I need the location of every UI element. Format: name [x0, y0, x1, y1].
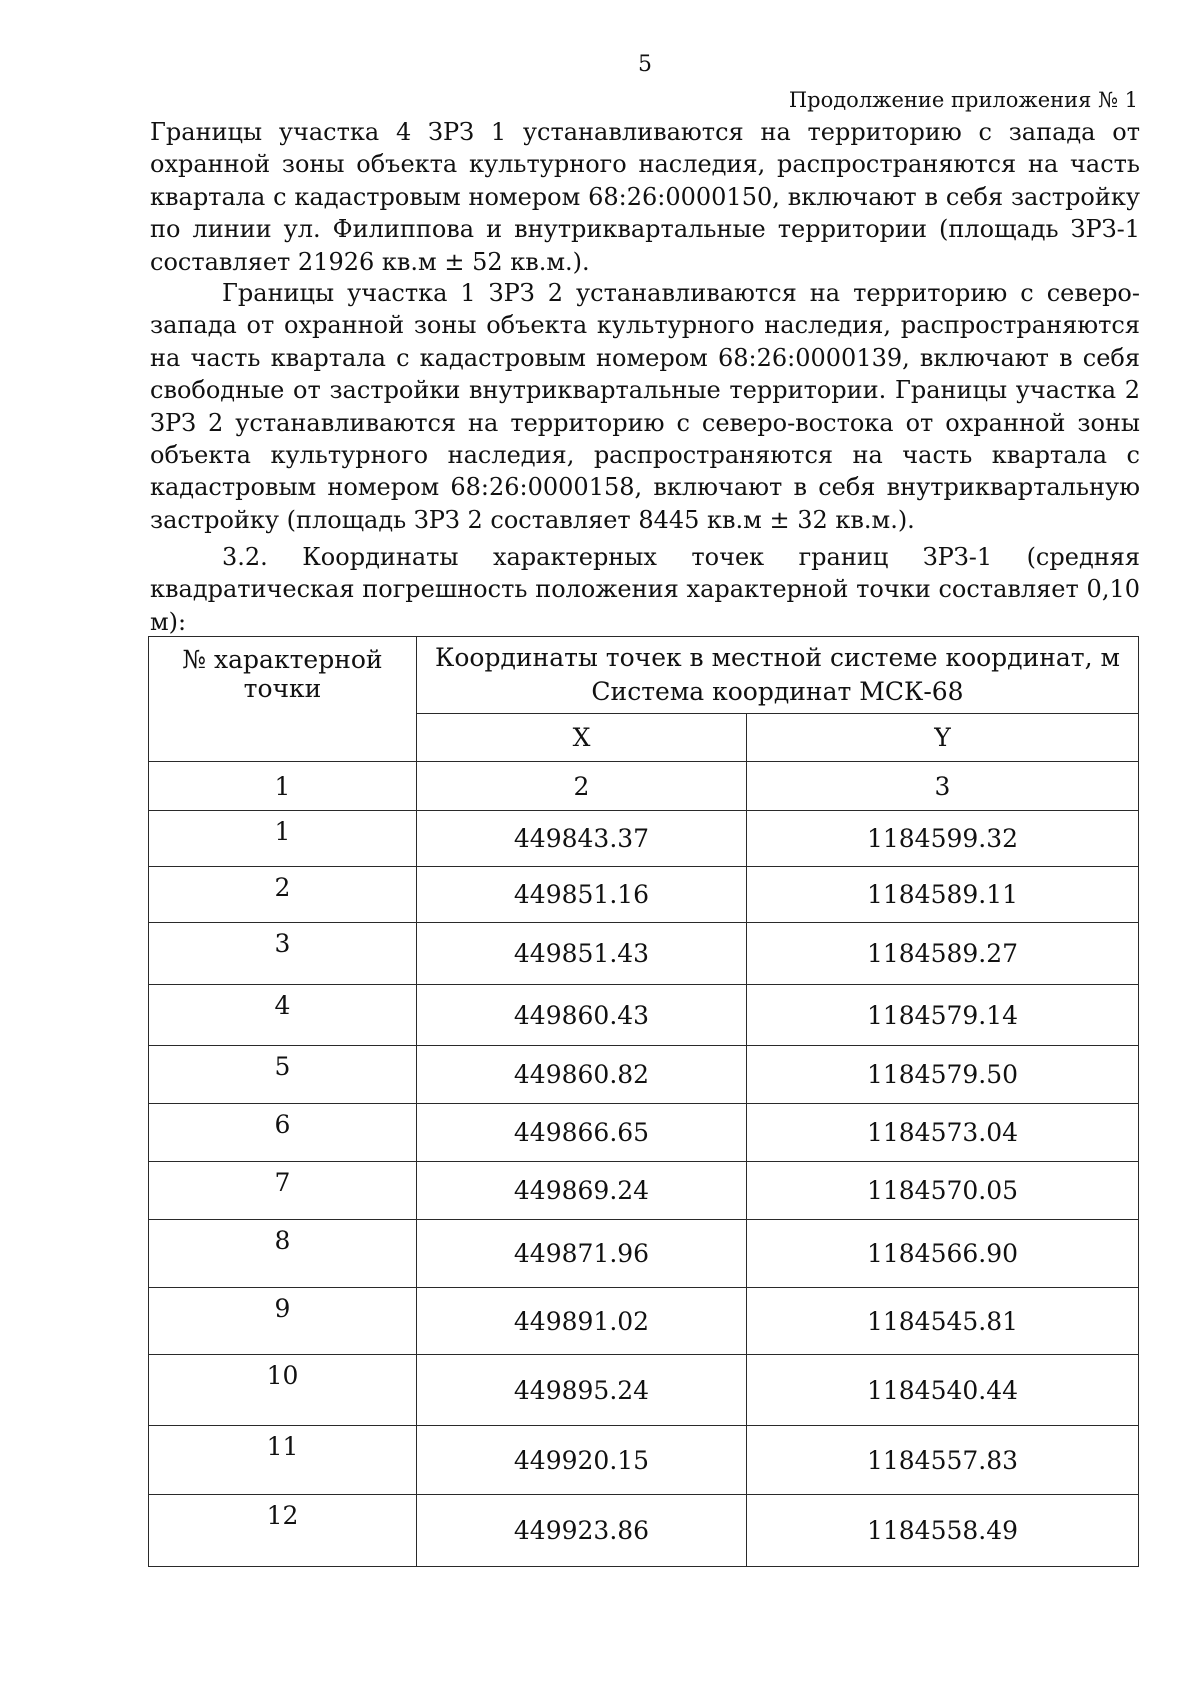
y-coordinate-cell: 1184540.44: [747, 1355, 1139, 1426]
table-header: [149, 637, 1139, 811]
header-x: X: [417, 714, 747, 762]
paragraph-zone-2-plots: [150, 277, 1140, 536]
paragraph-coordinates-intro: [150, 541, 1140, 638]
x-coordinate-cell: 449895.24: [417, 1355, 747, 1426]
point-number-cell: 12: [149, 1495, 417, 1567]
table-body: [149, 811, 1139, 1567]
x-coordinate-cell: 449891.02: [417, 1288, 747, 1355]
column-number-3: 3: [747, 762, 1139, 811]
table-row: [149, 1220, 1139, 1288]
paragraph-zone-1-plot-4: [150, 116, 1140, 278]
appendix-continuation-note: Продолжение приложения № 1: [788, 88, 1138, 112]
header-point-number: № характерной точки: [149, 637, 417, 762]
point-number-cell: 4: [149, 985, 417, 1046]
y-coordinate-cell: 1184573.04: [747, 1104, 1139, 1162]
x-coordinate-cell: 449866.65: [417, 1104, 747, 1162]
x-coordinate-cell: 449851.43: [417, 923, 747, 985]
y-coordinate-cell: 1184589.27: [747, 923, 1139, 985]
table-row: [149, 923, 1139, 985]
y-coordinate-cell: 1184579.50: [747, 1046, 1139, 1104]
paragraph-text: Границы участка 4 ЗРЗ 1 устанавливаются на территорию с запада от охранной зоны объекта культурного наследия, распространяются на часть квартала с кадастровым номером 68:26:0000150, включают в себя застройку по линии ул. Филиппова и внутриквартальные территории (площадь ЗРЗ-1 составляет 21926 кв.м ± 52 кв.м.).: [150, 118, 1140, 276]
point-number-cell: 8: [149, 1220, 417, 1288]
point-number-cell: 9: [149, 1288, 417, 1355]
y-coordinate-cell: 1184579.14: [747, 985, 1139, 1046]
header-coordinates-line1: Координаты точек в местной системе координат, м: [435, 643, 1120, 672]
table-row: [149, 1426, 1139, 1495]
header-y: Y: [747, 714, 1139, 762]
x-coordinate-cell: 449860.82: [417, 1046, 747, 1104]
page-number: 5: [638, 52, 652, 77]
x-coordinate-cell: 449869.24: [417, 1162, 747, 1220]
point-number-cell: 2: [149, 867, 417, 923]
y-coordinate-cell: 1184570.05: [747, 1162, 1139, 1220]
y-coordinate-cell: 1184558.49: [747, 1495, 1139, 1567]
table-row: [149, 1162, 1139, 1220]
point-number-cell: 5: [149, 1046, 417, 1104]
y-coordinate-cell: 1184599.32: [747, 811, 1139, 867]
column-number-1: 1: [149, 762, 417, 811]
x-coordinate-cell: 449923.86: [417, 1495, 747, 1567]
header-coordinates: [417, 637, 1139, 714]
x-coordinate-cell: 449851.16: [417, 867, 747, 923]
y-coordinate-cell: 1184589.11: [747, 867, 1139, 923]
column-number-2: 2: [417, 762, 747, 811]
table-row: [149, 1355, 1139, 1426]
x-coordinate-cell: 449871.96: [417, 1220, 747, 1288]
table-row: [149, 1288, 1139, 1355]
point-number-cell: 1: [149, 811, 417, 867]
point-number-cell: 3: [149, 923, 417, 985]
header-coordinates-line2: Система координат МСК-68: [591, 677, 964, 706]
y-coordinate-cell: 1184545.81: [747, 1288, 1139, 1355]
point-number-cell: 11: [149, 1426, 417, 1495]
coordinates-table: [148, 636, 1139, 1567]
table-row: [149, 1046, 1139, 1104]
table-row: [149, 867, 1139, 923]
y-coordinate-cell: 1184557.83: [747, 1426, 1139, 1495]
table-row: [149, 811, 1139, 867]
point-number-cell: 6: [149, 1104, 417, 1162]
point-number-cell: 10: [149, 1355, 417, 1426]
table-row: [149, 1104, 1139, 1162]
y-coordinate-cell: 1184566.90: [747, 1220, 1139, 1288]
column-number-row: [149, 762, 1139, 811]
header-row: [149, 637, 1139, 714]
x-coordinate-cell: 449920.15: [417, 1426, 747, 1495]
paragraph-text: Границы участка 1 ЗРЗ 2 устанавливаются на территорию с северо-запада от охранной зоны объекта культурного наследия, распространяются на часть квартала с кадастровым номером 68:26:0000139, включают в себя свободные от застройки внутриквартальные территории. Границы участка 2 ЗРЗ 2 устанавливаются на территорию с северо-востока от охранной зоны объекта культурного наследия, распространяются на часть квартала с кадастровым номером 68:26:0000158, включают в себя внутриквартальную застройку (площадь ЗРЗ 2 составляет 8445 кв.м ± 32 кв.м.).: [150, 279, 1140, 534]
table-row: [149, 985, 1139, 1046]
table-row: [149, 1495, 1139, 1567]
paragraph-text: 3.2. Координаты характерных точек границ ЗРЗ-1 (средняя квадратическая погрешность положения характерной точки составляет 0,10 м):: [150, 543, 1140, 636]
x-coordinate-cell: 449860.43: [417, 985, 747, 1046]
point-number-cell: 7: [149, 1162, 417, 1220]
x-coordinate-cell: 449843.37: [417, 811, 747, 867]
